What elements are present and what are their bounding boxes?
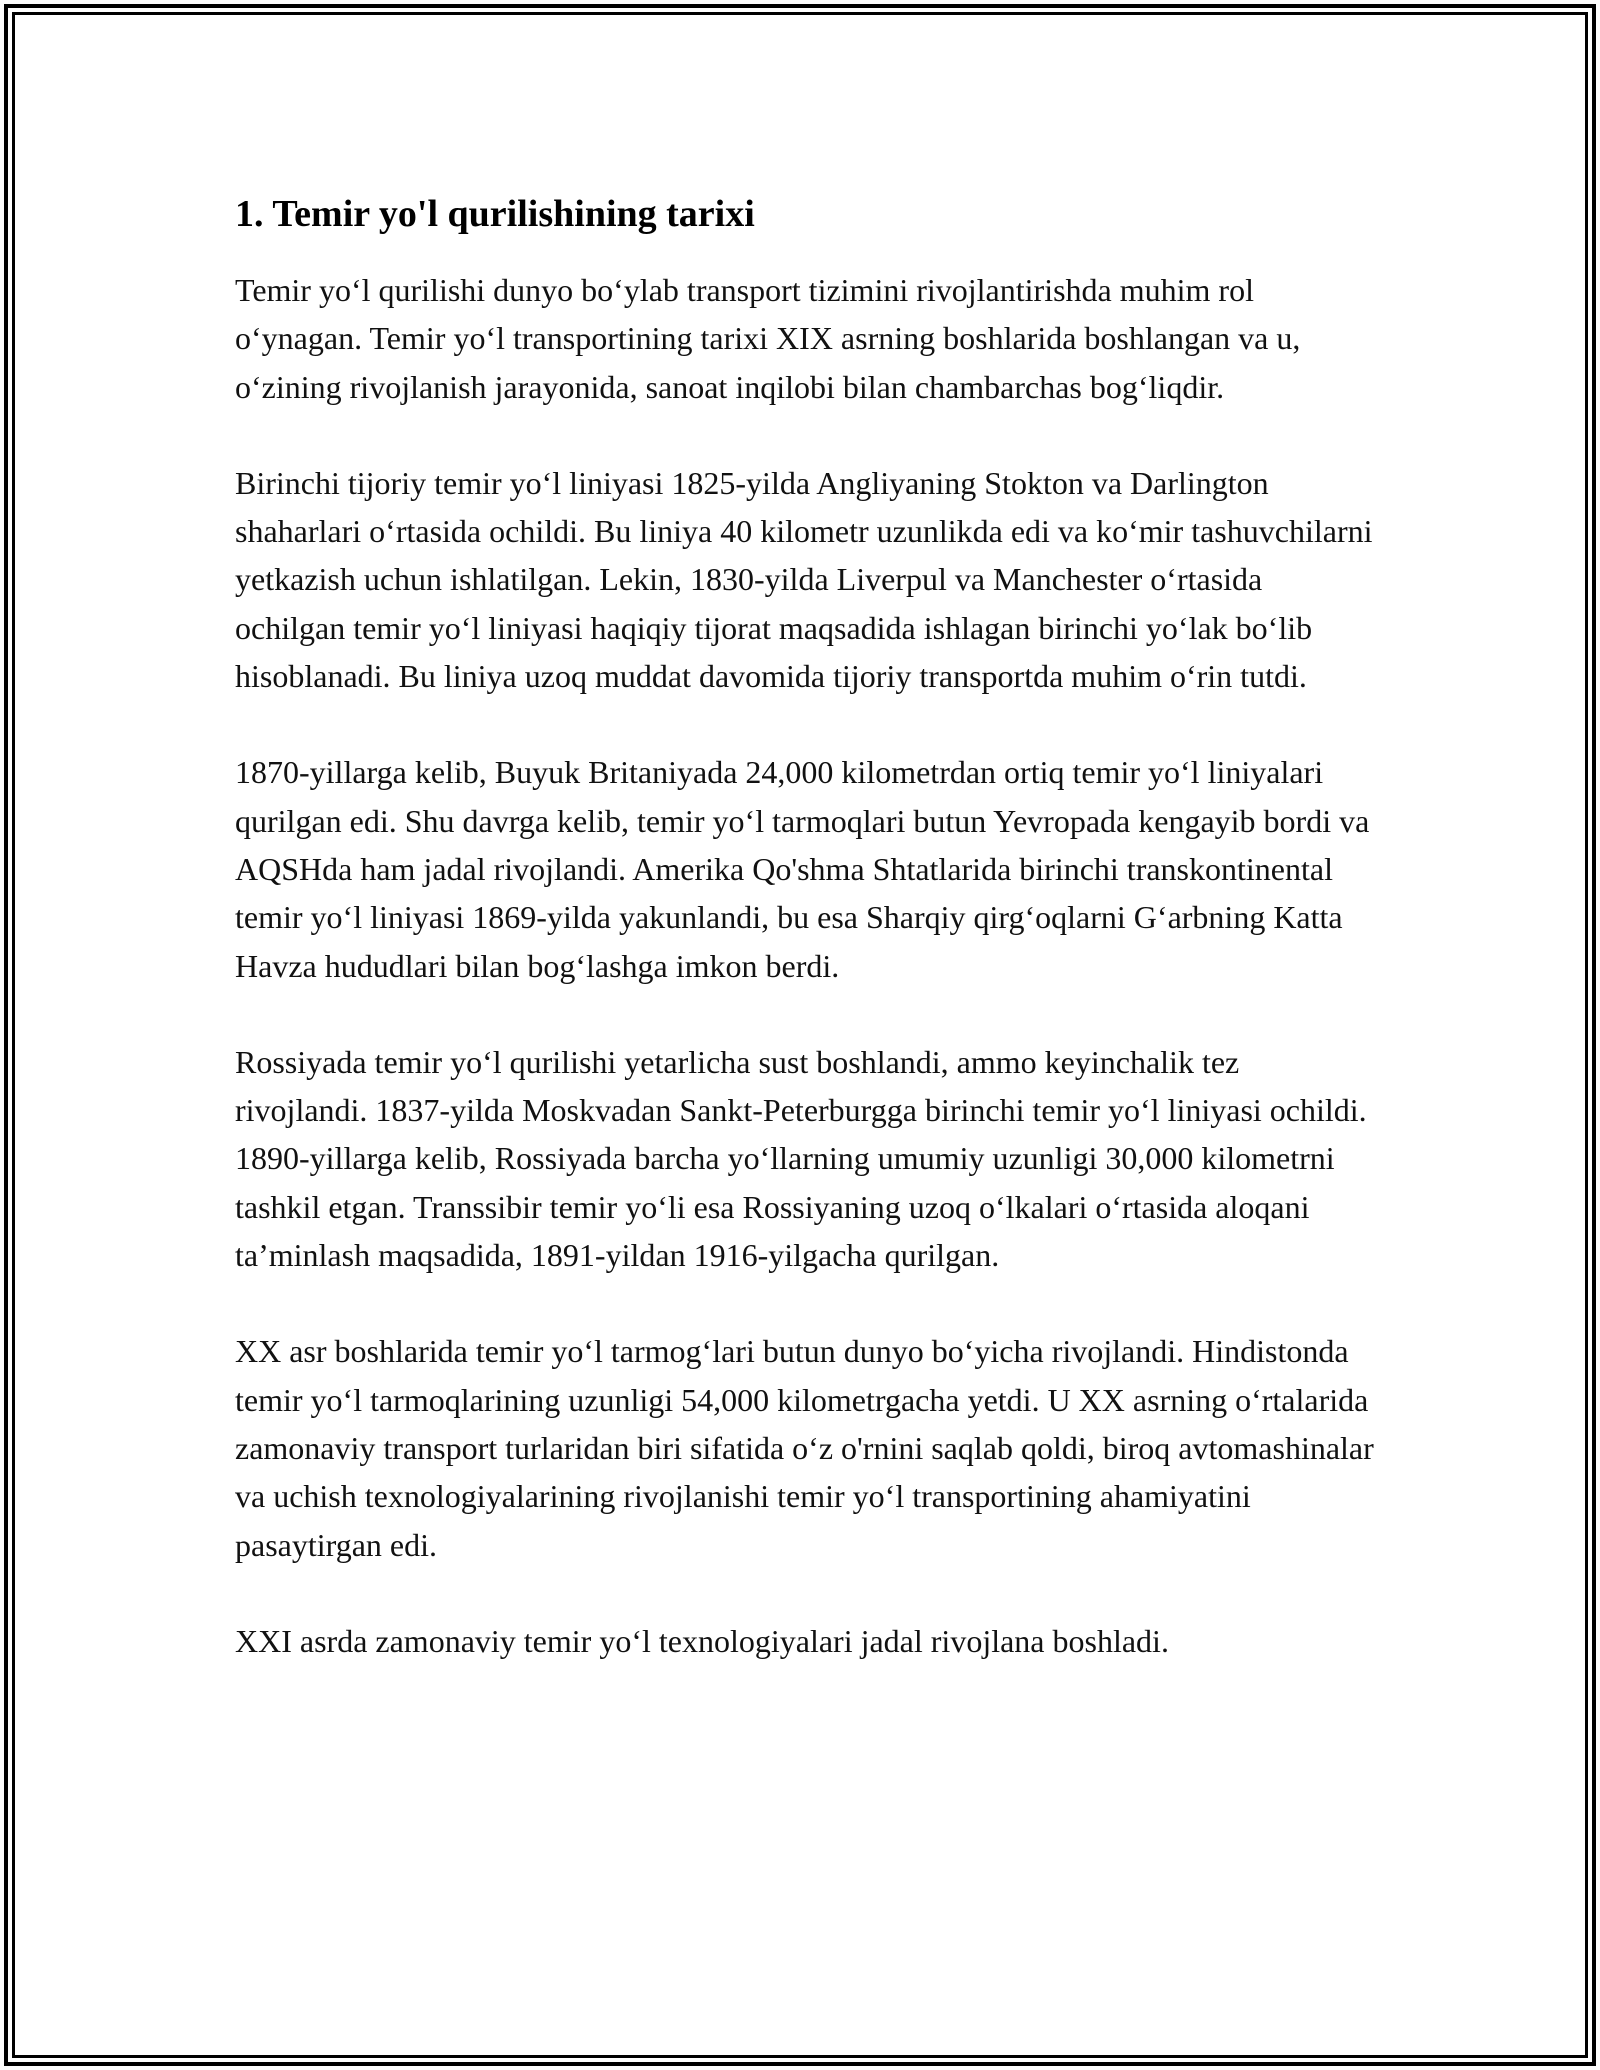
- document-title: 1. Temir yo'l qurilishining tarixi: [235, 193, 755, 235]
- document-body: [235, 188, 1375, 1665]
- paragraph-2: Birinchi tijoriy temir yo‘l liniyasi 1825-yilda Angliyaning Stokton va Darlington shaharlari o‘rtasida ochildi. Bu liniya 40 kilometr uzunlikda edi va ko‘mir tashuvchilarni yetkazish uchun ishlatilgan. Lekin, 1830-yilda Liverpul va Manchester o‘rtasida ochilgan temir yo‘l liniyasi haqiqiy tijorat maqsadida ishlagan birinchi yo‘lak bo‘lib hisoblanadi. Bu liniya uzoq muddat davomida tijoriy transportda muhim o‘rin tutdi.: [235, 464, 1373, 695]
- paragraph-5: XX asr boshlarida temir yo‘l tarmog‘lari butun dunyo bo‘yicha rivojlandi. Hindistonda temir yo‘l tarmoqlarining uzunligi 54,000 kilometrgacha yetdi. U XX asrning o‘rtalarida zamonaviy transport turlaridan biri sifatida o‘z o'rnini saqlab qoldi, biroq avtomashinalar va uchish texnologiyalarining rivojlanishi temir yo‘l transportining ahamiyatini pasaytirgan edi.: [235, 1333, 1374, 1563]
- paragraph-6: XXI asrda zamonaviy temir yo‘l texnologiyalari jadal rivojlana boshladi.: [235, 1622, 1169, 1659]
- paragraph-4: Rossiyada temir yo‘l qurilishi yetarlicha sust boshlandi, ammo keyinchalik tez rivojlandi. 1837-yilda Moskvadan Sankt-Peterburgga birinchi temir yo‘l liniyasi ochildi. 1890-yillarga kelib, Rossiyada barcha yo‘llarning umumiy uzunligi 30,000 kilometrni tashkil etgan. Transsibir temir yo‘li esa Rossiyaning uzoq o‘lkalari o‘rtasida aloqani ta’minlash maqsadida, 1891-yildan 1916-yilgacha qurilgan.: [235, 1043, 1367, 1274]
- paragraph-3: 1870-yillarga kelib, Buyuk Britaniyada 24,000 kilometrdan ortiq temir yo‘l liniyalari qurilgan edi. Shu davrga kelib, temir yo‘l tarmoqlari butun Yevropada kengayib bordi va AQSHda ham jadal rivojlandi. Amerika Qo'shma Shtatlarida birinchi transkontinental temir yo‘l liniyasi 1869-yilda yakunlandi, bu esa Sharqiy qirg‘oqlarni G‘arbning Katta Havza hududlari bilan bog‘lashga imkon berdi.: [235, 754, 1370, 984]
- paragraph-1: Temir yo‘l qurilishi dunyo bo‘ylab transport tizimini rivojlantirishda muhim rol o‘ynagan. Temir yo‘l transportining tarixi XIX asrning boshlarida boshlangan va u, o‘zining rivojlanish jarayonida, sanoat inqilobi bilan chambarchas bog‘liqdir.: [235, 272, 1301, 405]
